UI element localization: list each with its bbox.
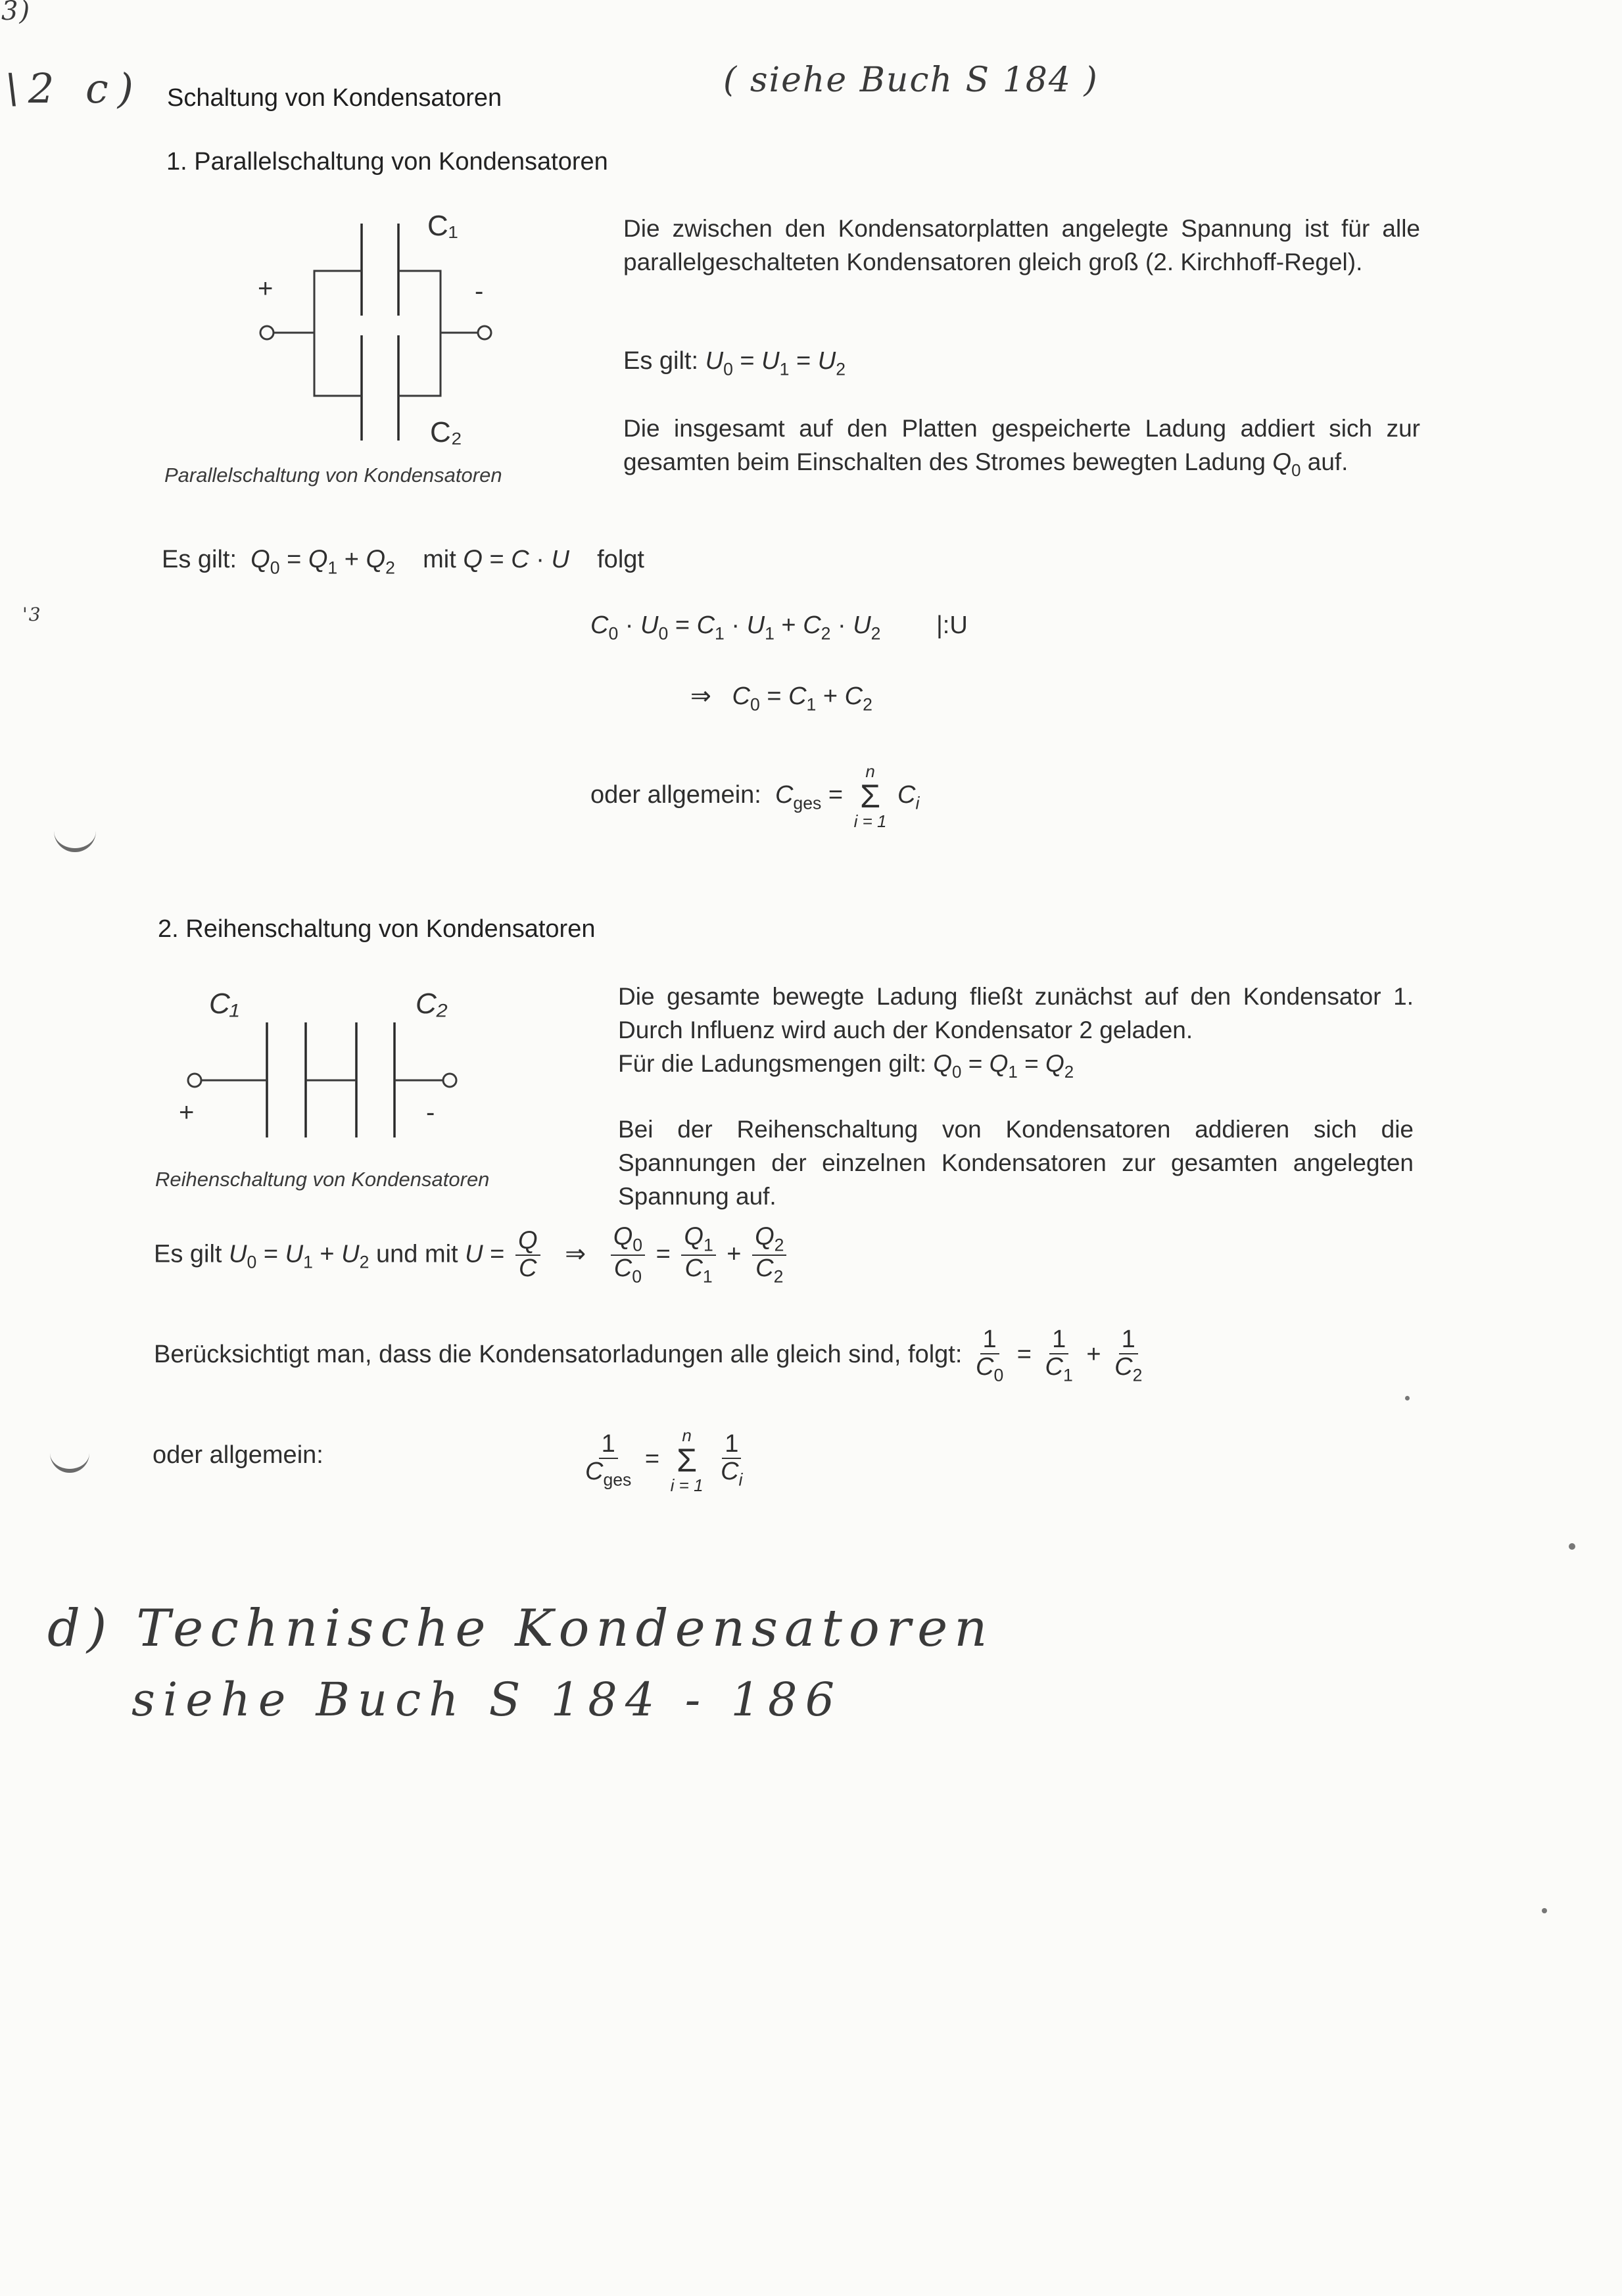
series-para1-line3: Für die Ladungsmengen gilt: — [618, 1050, 926, 1077]
section-heading-series: 2. Reihenschaltung von Kondensatoren — [158, 915, 596, 943]
parallel-para2-text: Die insgesamt auf den Platten gespeicherte Ladung addiert sich zur gesamten beim Einschalten des Stromes bewegten Ladung — [623, 415, 1420, 475]
section-marker-handwritten: \2 c) — [5, 64, 143, 112]
speck — [1542, 1908, 1547, 1913]
series-c1-label: C₁ — [209, 990, 239, 1020]
series-es-gilt: Es gilt — [154, 1240, 222, 1268]
parallel-para1: Die zwischen den Kondensatorplatten angelegte Spannung ist für alle parallelgeschalteten Kondensatoren gleich groß (2. Kirchhoff-Regel). — [623, 215, 1420, 275]
sum-symbol: n Σ i = 1 — [853, 761, 887, 831]
parallel-circuit-diagram — [243, 210, 506, 447]
gilt-prefix: Es gilt: — [623, 347, 699, 375]
section-heading-parallel: 1. Parallelschaltung von Kondensatoren — [166, 148, 608, 176]
series-diagram-caption: Reihenschaltung von Kondensatoren — [155, 1168, 490, 1191]
series-general-equation: $\frac{1}{C_{ges}}$ = n Σ i = 1 $\frac{1}{C_i}$ — [585, 1425, 743, 1495]
oder-allgemein-label: oder allgemein: — [590, 781, 761, 809]
handwritten-footer-line2: siehe Buch S 184 - 186 — [131, 1673, 843, 1727]
und-mit-label: und mit — [375, 1240, 458, 1268]
series-reciprocal-equation: Berücksichtigt man, dass die Kondensatorladungen alle gleich sind, folgt: $\frac{1}{C_0}$ = $\frac{1}{C_1}$ + $\frac{1}{C_2}$ — [154, 1326, 1143, 1385]
parallel-diagram-caption: Parallelschaltung von Kondensatoren — [164, 464, 502, 487]
es-gilt-label: Es gilt: — [162, 546, 237, 573]
series-c2-label: C₂ — [416, 990, 448, 1020]
parallel-c2-label: C₂ — [430, 416, 462, 447]
stray-mark: '3 — [22, 604, 42, 625]
parallel-c1-label: C₁ — [427, 210, 458, 242]
folgt-label: folgt — [597, 546, 644, 573]
parallel-derivation-equation: $C_0 \cdot U_0 = C_1 \cdot U_1 + C_2 \cdot U_2$ |:U — [590, 611, 968, 644]
parallel-charge-equation: Es gilt: $Q_0 = Q_1 + Q_2$ mit Q = C · U folgt — [162, 546, 644, 578]
series-voltage-equation: Es gilt $U_0 = U_1 + U_2$ und mit U = $\frac{Q}{C}$ ⇒ $\frac{Q_0}{C_0}$ = $\frac{Q_1}{C_1}$ + $\frac{Q_2}{C_2}$ — [154, 1224, 790, 1286]
series-general-label: oder allgemein: — [153, 1441, 323, 1469]
series-implies-arrow: ⇒ — [565, 1240, 586, 1268]
punch-mark-lower — [50, 1449, 89, 1473]
handwritten-footer-line1: d) Technische Kondensatoren — [47, 1599, 994, 1658]
mit-label: mit — [423, 546, 456, 573]
divide-by-u: |:U — [936, 611, 968, 639]
series-minus-label: - — [426, 1098, 435, 1127]
parallel-para2-end: auf. — [1307, 448, 1348, 475]
series-plus-label: + — [179, 1098, 195, 1127]
series-circuit-diagram — [171, 990, 473, 1147]
parallel-voltage-equation: Es gilt: $U_0 = U_1 = U_2$ — [623, 347, 846, 379]
punch-mark — [54, 827, 96, 852]
parallel-plus-label: + — [258, 274, 274, 303]
margin-note-top-left: 3) — [1, 0, 32, 26]
speck — [1405, 1396, 1410, 1400]
parallel-general-equation: oder allgemein: $C_{ges}$ = n Σ i = 1 $C_i$ — [590, 761, 920, 831]
series-sum-symbol: n Σ i = 1 — [670, 1425, 704, 1495]
handwritten-book-reference: ( siehe Buch S 184 ) — [723, 60, 1099, 100]
speck — [1569, 1543, 1575, 1550]
parallel-minus-label: - — [475, 277, 484, 306]
series-para2: Bei der Reihenschaltung von Kondensatoren addieren sich die Spannungen der einzelnen Kondensatoren zur gesamten angelegten Spannung auf. — [618, 1116, 1414, 1210]
parallel-para2: Die insgesamt auf den Platten gespeicherte Ladung addiert sich zur gesamten beim Einschalten des Stromes bewegten Ladung $Q_0$ auf. — [623, 415, 1420, 481]
berucksichtigt-text: Berücksichtigt man, dass die Kondensatorladungen alle gleich sind, folgt: — [154, 1341, 963, 1369]
page-title: Schaltung von Kondensatoren — [167, 84, 502, 112]
implies-arrow: ⇒ — [690, 682, 711, 710]
parallel-result-equation: ⇒ $C_0 = C_1 + C_2$ — [690, 682, 872, 715]
series-charge-line: Für die Ladungsmengen gilt: $Q_0 = Q_1 = Q_2$ — [618, 1050, 1074, 1082]
series-para1: Die gesamte bewegte Ladung fließt zunächst auf den Kondensator 1. Durch Influenz wird auch der Kondensator 2 geladen. — [618, 983, 1414, 1043]
